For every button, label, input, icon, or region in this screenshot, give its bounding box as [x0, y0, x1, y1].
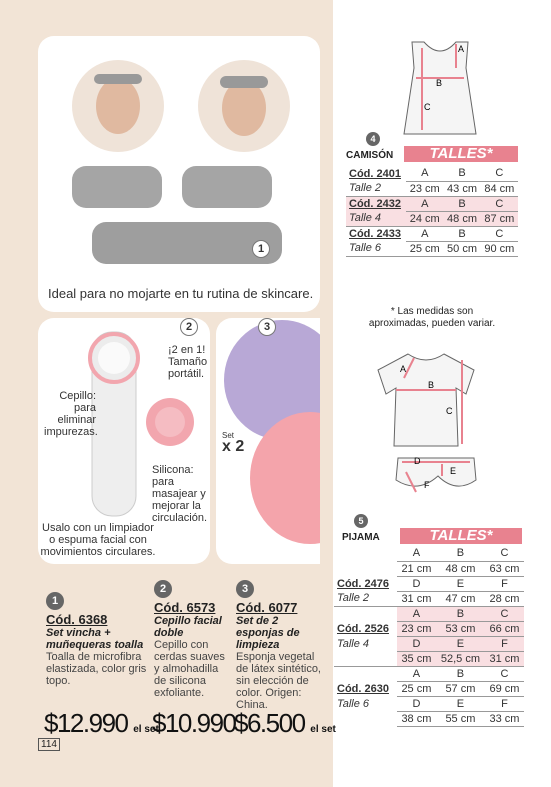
table-row [334, 651, 524, 666]
col-b-header: B [436, 666, 485, 681]
nightgown-sizes-header: TALLES* [404, 146, 518, 162]
col-c-header: C [485, 606, 524, 621]
product-3 [236, 580, 328, 711]
col-a-header: A [397, 606, 436, 621]
measure-b: 50 cm [443, 241, 480, 256]
section-number-badge: 4 [366, 132, 380, 146]
measure-a: 23 cm [397, 621, 436, 636]
measure-c: 84 cm [481, 181, 518, 196]
nightgown-title: CAMISÓN [346, 150, 394, 161]
svg-text:B: B [428, 380, 435, 390]
col-c-header: C [481, 226, 518, 241]
empty-cell [334, 651, 397, 666]
product-description: Esponja vegetal de látex sintético, sin elección de color. Origen: China. [236, 651, 321, 711]
measure-c: 66 cm [485, 621, 524, 636]
product-price: $10.990 [152, 708, 236, 738]
measure-e: 47 cm [436, 591, 485, 606]
nightgown-diagram [400, 38, 480, 138]
page-number: 114 [38, 738, 60, 751]
col-a-header: A [397, 546, 436, 561]
col-f-header: F [485, 696, 524, 711]
svg-text:D: D [414, 456, 421, 466]
measure-b: 57 cm [436, 681, 485, 696]
col-a-header: A [397, 666, 436, 681]
measure-e: 52,5 cm [436, 651, 485, 666]
measure-f: 31 cm [485, 651, 524, 666]
size-label: Talle 4 [334, 636, 397, 651]
size-label: Talle 6 [346, 241, 406, 256]
product-code: Cód. 2433 [349, 227, 401, 240]
product-code: Cód. 2476 [337, 577, 389, 590]
table-row [334, 606, 524, 621]
measure-d: 35 cm [397, 651, 436, 666]
measure-b: 48 cm [436, 561, 485, 576]
product-number-badge: 1 [46, 592, 64, 610]
pajama-size-table [334, 546, 524, 727]
pajama-title: PIJAMA [342, 532, 380, 543]
section-number-badge: 5 [354, 514, 368, 528]
svg-text:C: C [424, 102, 431, 112]
col-e-header: E [436, 696, 485, 711]
nightgown-size-table [346, 166, 518, 257]
svg-text:A: A [400, 364, 407, 374]
col-d-header: D [397, 636, 436, 651]
svg-text:F: F [424, 480, 430, 490]
col-c-header: C [481, 166, 518, 181]
col-a-header: A [406, 226, 443, 241]
product-code: Cód. 6573 [154, 600, 216, 615]
size-label: Talle 6 [337, 697, 370, 710]
usage-text: Usalo con un limpiador o espuma facial con movimientos circulares. [40, 522, 156, 558]
measure-b: 48 cm [443, 211, 480, 226]
table-row [334, 546, 524, 561]
product-price: $6.500 el set [234, 708, 336, 738]
col-c-header: C [485, 546, 524, 561]
empty-cell [334, 711, 397, 726]
measure-c: 87 cm [481, 211, 518, 226]
product-code: Cód. 6368 [46, 612, 108, 627]
table-row [346, 211, 518, 226]
set-label: Set [222, 431, 235, 440]
col-e-header: E [436, 576, 485, 591]
product-code: Cód. 2432 [349, 197, 401, 210]
col-c-header: C [485, 666, 524, 681]
table-row [334, 621, 524, 636]
brush-label: Cepillo: para eliminar impurezas. [44, 390, 98, 438]
product-2 [154, 580, 232, 699]
table-row [334, 576, 524, 591]
empty-cell [334, 666, 397, 681]
headband-illustration [38, 36, 320, 276]
pajama-diagram [372, 346, 492, 496]
measure-f: 33 cm [485, 711, 524, 726]
measure-b: 43 cm [443, 181, 480, 196]
svg-text:A: A [458, 44, 465, 54]
measure-a: 21 cm [397, 561, 436, 576]
headband-caption: Ideal para no mojarte en tu rutina de skincare. [48, 286, 314, 301]
table-row [334, 591, 524, 606]
product-code: Cód. 6077 [236, 600, 298, 615]
product-code: Cód. 2401 [349, 167, 401, 180]
table-row [334, 636, 524, 651]
table-row [334, 681, 524, 696]
product-price: $12.990 el set [44, 708, 159, 738]
size-label: Talle 2 [346, 181, 406, 196]
measure-f: 28 cm [485, 591, 524, 606]
pajama-sizes-header: TALLES* [400, 528, 522, 544]
col-b-header: B [436, 546, 485, 561]
col-d-header: D [397, 576, 436, 591]
brush-card [38, 318, 210, 564]
two-in-one-tag: ¡2 en 1! Tamaño portátil. [168, 344, 208, 380]
table-row [334, 696, 524, 711]
headband-card [38, 36, 320, 312]
product-number-badge: 3 [258, 318, 276, 336]
measure-b: 53 cm [436, 621, 485, 636]
silicone-label: Silicona: para masajear y mejorar la circulación. [152, 464, 208, 524]
measure-c: 90 cm [481, 241, 518, 256]
product-1 [46, 592, 150, 687]
col-c-header: C [481, 196, 518, 211]
product-name: Set de 2 esponjas de limpieza [236, 615, 300, 651]
col-f-header: F [485, 636, 524, 651]
empty-cell [334, 546, 397, 576]
col-e-header: E [436, 636, 485, 651]
measure-d: 38 cm [397, 711, 436, 726]
size-label: Talle 2 [334, 591, 397, 606]
product-number-badge: 3 [236, 580, 254, 598]
measure-a: 25 cm [406, 241, 443, 256]
measure-e: 55 cm [436, 711, 485, 726]
table-row [346, 226, 518, 241]
measure-a: 24 cm [406, 211, 443, 226]
measure-a: 23 cm [406, 181, 443, 196]
table-row [346, 241, 518, 256]
product-name: Cepillo facial doble [154, 615, 222, 639]
measurements-note: * Las medidas son aproximadas, pueden variar. [368, 306, 496, 329]
product-code: Cód. 2526 [334, 621, 397, 636]
table-row [346, 196, 518, 211]
product-description: Cepillo con cerdas suaves y almohadilla de silicona exfoliante. [154, 639, 225, 699]
table-row [346, 181, 518, 196]
product-number-badge: 2 [180, 318, 198, 336]
empty-cell [334, 606, 397, 621]
col-b-header: B [443, 196, 480, 211]
svg-text:B: B [436, 78, 443, 88]
product-description: Toalla de microfibra elastizada, color gris topo. [46, 651, 147, 687]
svg-text:E: E [450, 466, 457, 476]
col-f-header: F [485, 576, 524, 591]
set-quantity: x 2 [222, 438, 245, 455]
col-b-header: B [436, 606, 485, 621]
measure-c: 63 cm [485, 561, 524, 576]
sponge-card [216, 318, 320, 564]
measure-d: 31 cm [397, 591, 436, 606]
col-a-header: A [406, 196, 443, 211]
svg-text:C: C [446, 406, 453, 416]
measure-a: 25 cm [397, 681, 436, 696]
col-b-header: B [443, 166, 480, 181]
col-a-header: A [406, 166, 443, 181]
size-label: Talle 4 [346, 211, 406, 226]
measure-c: 69 cm [485, 681, 524, 696]
col-b-header: B [443, 226, 480, 241]
table-row [334, 711, 524, 726]
col-d-header: D [397, 696, 436, 711]
product-number-badge: 1 [252, 240, 270, 258]
table-row [346, 166, 518, 181]
product-name: Set vincha + muñequeras toalla [46, 627, 144, 651]
table-row [334, 666, 524, 681]
product-number-badge: 2 [154, 580, 172, 598]
product-code: Cód. 2630 [337, 682, 389, 695]
